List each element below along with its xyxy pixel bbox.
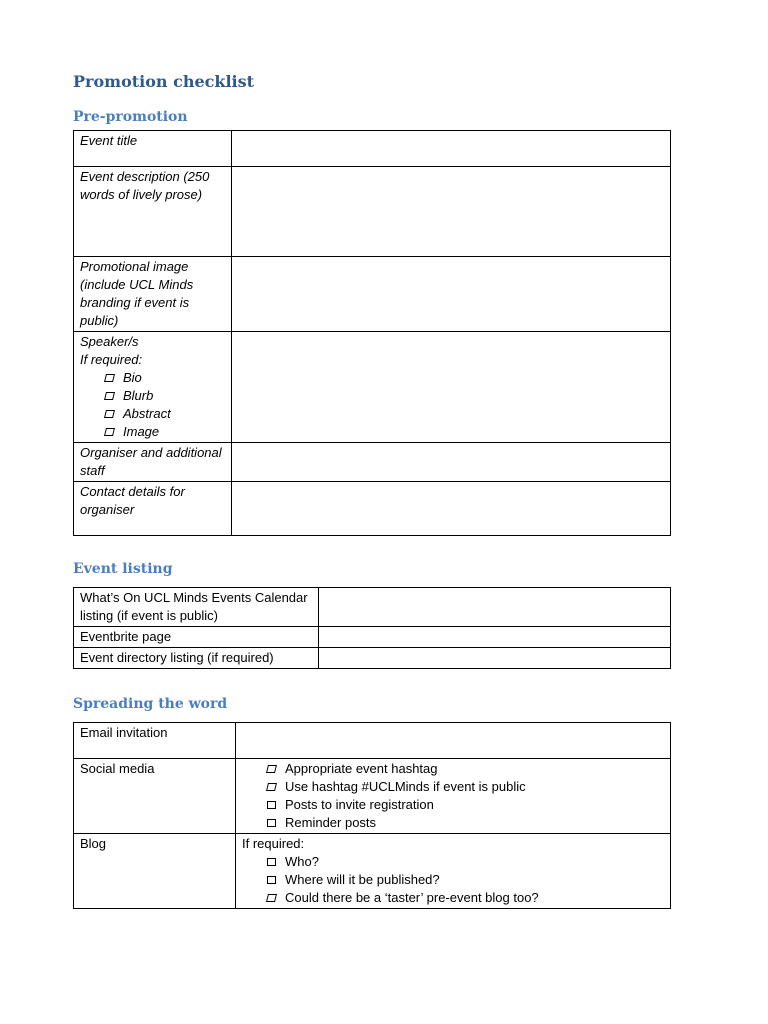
organiser-field[interactable] xyxy=(232,443,671,482)
list-item[interactable]: Who? xyxy=(242,853,664,871)
blog-label: Blog xyxy=(74,834,236,909)
table-row xyxy=(74,834,671,909)
event-directory-label: Event directory listing (if required) xyxy=(74,648,319,669)
spreading-table xyxy=(73,722,671,909)
checkbox-icon[interactable] xyxy=(267,876,276,884)
checkbox-icon[interactable] xyxy=(104,374,115,382)
list-item[interactable]: Where will it be published? xyxy=(242,871,664,889)
speakers-cell xyxy=(74,332,232,443)
checkbox-icon[interactable] xyxy=(267,801,276,809)
spreading-heading: Spreading the word xyxy=(73,696,228,712)
table-row xyxy=(74,257,671,332)
list-item[interactable]: Reminder posts xyxy=(242,814,664,832)
eventbrite-label: Eventbrite page xyxy=(74,627,319,648)
list-item[interactable]: Image xyxy=(80,423,225,441)
contact-label: Contact details for organiser xyxy=(74,482,232,536)
social-media-label: Social media xyxy=(74,759,236,834)
social-media-cell xyxy=(236,759,671,834)
table-row xyxy=(74,723,671,759)
checkbox-icon[interactable] xyxy=(267,858,276,866)
table-row xyxy=(74,443,671,482)
table-row xyxy=(74,482,671,536)
table-row xyxy=(74,131,671,167)
table-row xyxy=(74,588,671,627)
promotional-image-label: Promotional image (include UCL Minds branding if event is public) xyxy=(74,257,232,332)
social-media-checklist xyxy=(242,760,664,832)
promotional-image-field[interactable] xyxy=(232,257,671,332)
speakers-field[interactable] xyxy=(232,332,671,443)
event-listing-heading: Event listing xyxy=(73,561,173,577)
event-description-field[interactable] xyxy=(232,167,671,257)
organiser-label: Organiser and additional staff xyxy=(74,443,232,482)
list-item[interactable]: Posts to invite registration xyxy=(242,796,664,814)
speakers-label: Speaker/s xyxy=(80,334,139,349)
list-item[interactable]: Appropriate event hashtag xyxy=(242,760,664,778)
list-item[interactable]: Blurb xyxy=(80,387,225,405)
list-item[interactable]: Bio xyxy=(80,369,225,387)
email-invitation-label: Email invitation xyxy=(74,723,236,759)
checkbox-icon[interactable] xyxy=(266,765,277,773)
contact-field[interactable] xyxy=(232,482,671,536)
event-description-label: Event description (250 words of lively prose) xyxy=(74,167,232,257)
whats-on-field[interactable] xyxy=(319,588,671,627)
checkbox-icon[interactable] xyxy=(266,894,277,902)
checkbox-icon[interactable] xyxy=(104,410,115,418)
email-invitation-field[interactable] xyxy=(236,723,671,759)
whats-on-label: What’s On UCL Minds Events Calendar listing (if event is public) xyxy=(74,588,319,627)
table-row xyxy=(74,627,671,648)
table-row xyxy=(74,167,671,257)
speakers-checklist xyxy=(80,369,225,441)
pre-promotion-heading: Pre-promotion xyxy=(73,109,188,125)
event-directory-field[interactable] xyxy=(319,648,671,669)
pre-promotion-table xyxy=(73,130,671,536)
checkbox-icon[interactable] xyxy=(104,392,115,400)
list-item[interactable]: Abstract xyxy=(80,405,225,423)
checkbox-icon[interactable] xyxy=(267,819,276,827)
blog-cell xyxy=(236,834,671,909)
list-item[interactable]: Use hashtag #UCLMinds if event is public xyxy=(242,778,664,796)
checkbox-icon[interactable] xyxy=(266,783,277,791)
blog-checklist xyxy=(242,853,664,907)
list-item[interactable]: Could there be a ‘taster’ pre-event blog too? xyxy=(242,889,664,907)
table-row xyxy=(74,648,671,669)
event-title-field[interactable] xyxy=(232,131,671,167)
event-title-label: Event title xyxy=(74,131,232,167)
eventbrite-field[interactable] xyxy=(319,627,671,648)
table-row xyxy=(74,759,671,834)
event-listing-table xyxy=(73,587,671,669)
page-title: Promotion checklist xyxy=(73,72,255,91)
table-row xyxy=(74,332,671,443)
checkbox-icon[interactable] xyxy=(104,428,115,436)
speakers-if-required: If required: xyxy=(80,352,143,367)
blog-if-required: If required: xyxy=(242,836,305,851)
